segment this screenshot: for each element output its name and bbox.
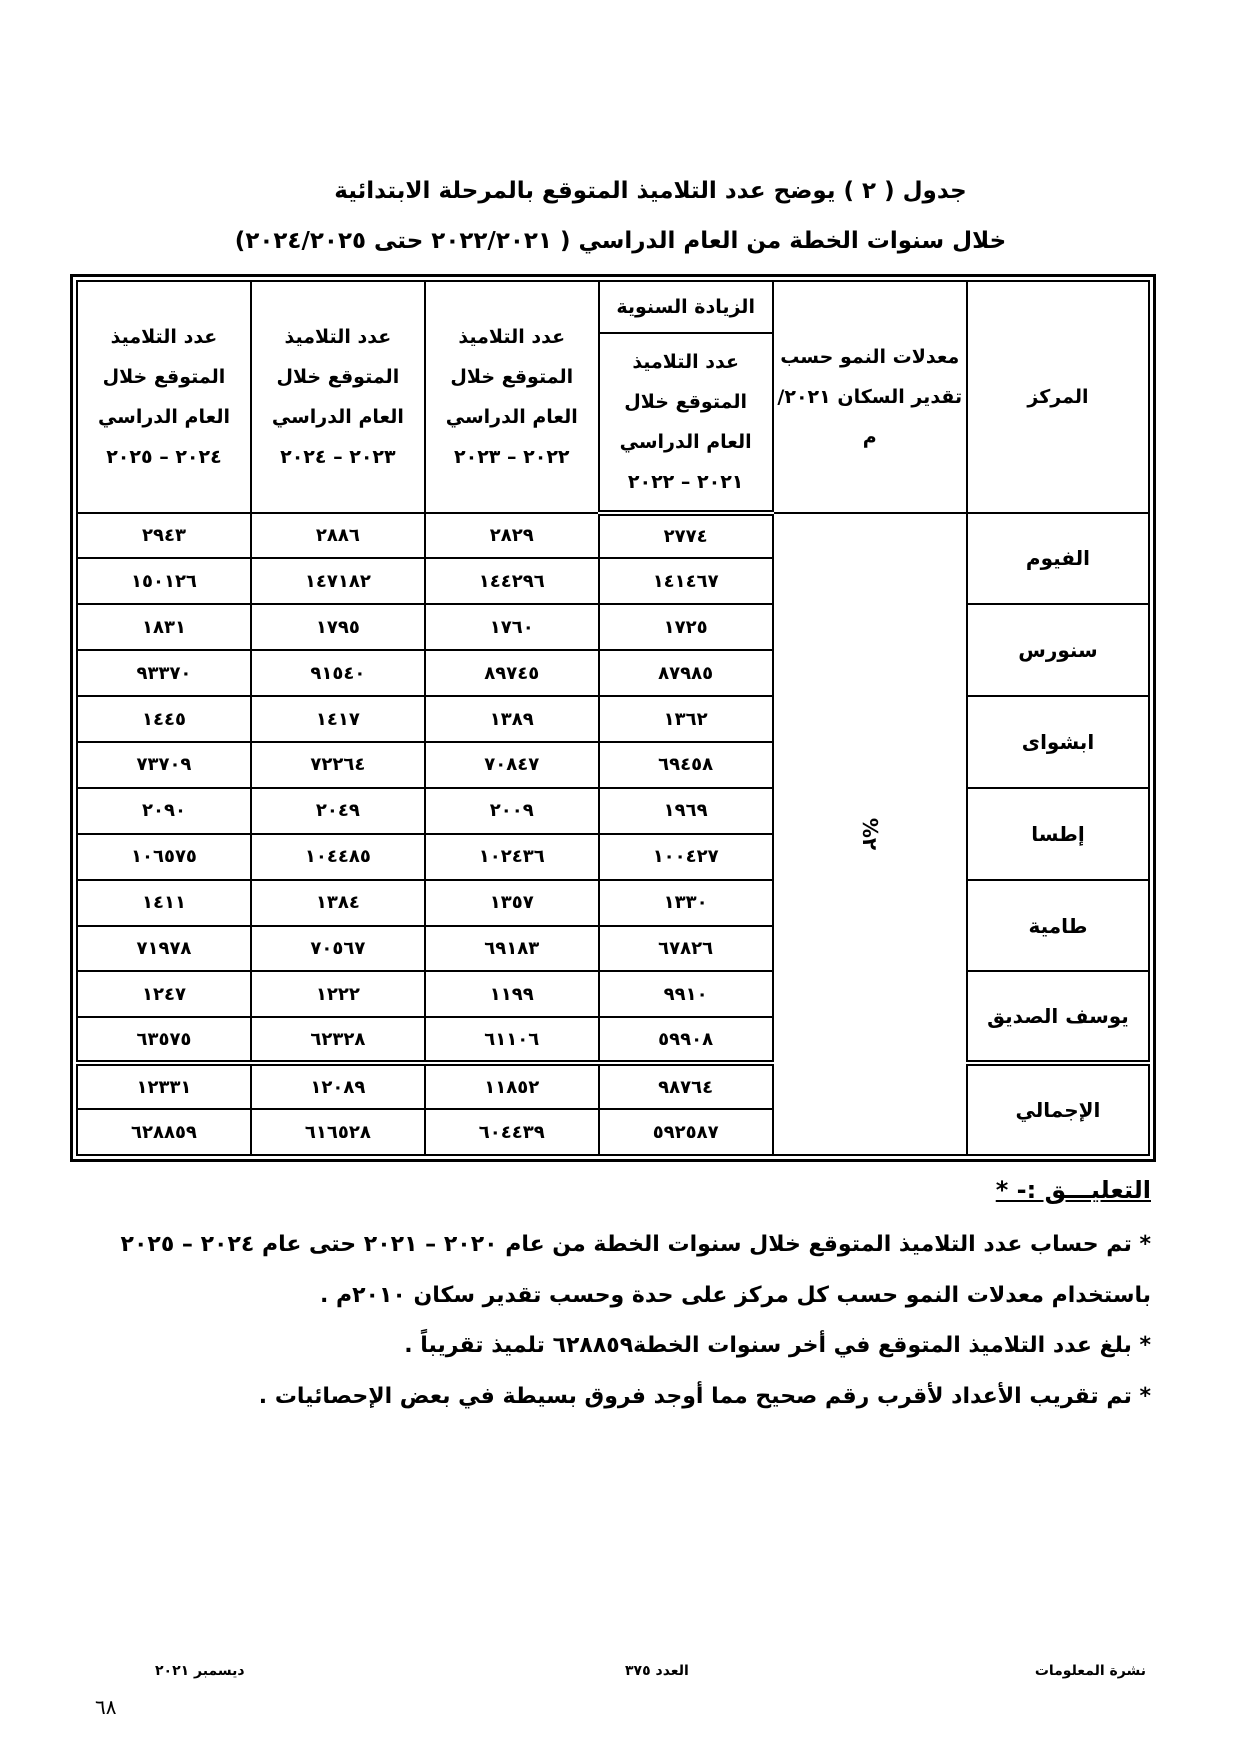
table-subtitle: خلال سنوات الخطة من العام الدراسي ( ٢٠٢٢/٢٠٢١ حتى ٢٠٢٤/٢٠٢٥) — [234, 228, 1007, 254]
annual-increase-cell: ١٧٩٥ — [251, 604, 425, 650]
annual-increase-cell: ٢٠٠٩ — [425, 788, 599, 834]
annual-increase-cell: ١٤١١ — [77, 880, 251, 926]
expected-students-cell: ٥٩٩٠٨ — [599, 1017, 773, 1063]
expected-students-cell: ٦٢٣٢٨ — [251, 1017, 425, 1063]
expected-students-cell: ٦٩٤٥٨ — [599, 742, 773, 788]
annual-increase-cell: ١٧٢٥ — [599, 604, 773, 650]
expected-students-cell: ٦٩١٨٣ — [425, 926, 599, 972]
expected-students-cell: ٩١٥٤٠ — [251, 650, 425, 696]
header-rate: معدلات النمو حسب تقدير السكان ٢٠٢١/ م — [773, 281, 967, 513]
annual-increase-cell: ١٤١٧ — [251, 696, 425, 742]
expected-students-cell: ١٠٢٤٣٦ — [425, 834, 599, 880]
annual-increase-cell: ١٤٤٥ — [77, 696, 251, 742]
expected-students-cell: ٦٣٥٧٥ — [77, 1017, 251, 1063]
comment-line-3: * بلغ عدد التلاميذ المتوقع في أخر سنوات الخطة٦٢٨٨٥٩ تلميذ تقريباً . — [404, 1333, 1151, 1358]
footer-publication: نشرة المعلومات — [1034, 1663, 1146, 1679]
table-title: جدول ( ٢ ) يوضح عدد التلاميذ المتوقع بالمرحلة الابتدائية — [334, 178, 967, 204]
annual-increase-cell: ١١٨٥٢ — [425, 1063, 599, 1109]
annual-increase-cell: ٢٠٤٩ — [251, 788, 425, 834]
students-table — [70, 274, 1156, 1162]
expected-students-cell: ٧٣٧٠٩ — [77, 742, 251, 788]
page-number: ٦٨ — [95, 1695, 117, 1719]
table-row — [77, 513, 1149, 559]
expected-students-cell: ١٤٤٢٩٦ — [425, 558, 599, 604]
annual-increase-cell: ١٣٣٠ — [599, 880, 773, 926]
expected-students-cell: ٨٩٧٤٥ — [425, 650, 599, 696]
center-name: الإجمالي — [967, 1063, 1149, 1155]
expected-students-cell: ١٤١٤٦٧ — [599, 558, 773, 604]
table-row — [77, 788, 1149, 834]
header-2022-2023: عدد التلاميذ المتوقع خلال العام الدراسي ٢٠٢٢ – ٢٠٢٣ — [425, 281, 599, 513]
table-row — [77, 971, 1149, 1017]
expected-students-cell: ٩٣٣٧٠ — [77, 650, 251, 696]
annual-increase-cell: ١٨٣١ — [77, 604, 251, 650]
expected-students-cell: ١٤٧١٨٢ — [251, 558, 425, 604]
expected-students-cell: ٧٠٨٤٧ — [425, 742, 599, 788]
expected-students-cell: ٦١٦٥٢٨ — [251, 1109, 425, 1155]
annual-increase-cell: ١١٩٩ — [425, 971, 599, 1017]
annual-increase-cell: ١٢٤٧ — [77, 971, 251, 1017]
annual-increase-cell: ١٣٨٩ — [425, 696, 599, 742]
header-2024-2025: عدد التلاميذ المتوقع خلال العام الدراسي ٢٠٢٤ – ٢٠٢٥ — [77, 281, 251, 513]
expected-students-cell: ٧٢٢٦٤ — [251, 742, 425, 788]
footer-date: ديسمبر ٢٠٢١ — [155, 1663, 245, 1679]
growth-rate-value: ٢% — [857, 817, 882, 850]
expected-students-cell: ٦٢٨٨٥٩ — [77, 1109, 251, 1155]
comment-line-2: باستخدام معدلات النمو حسب كل مركز على حدة وحسب تقدير سكان ٢٠١٠م . — [319, 1283, 1151, 1308]
expected-students-cell: ١٠٦٥٧٥ — [77, 834, 251, 880]
comment-line-4: * تم تقريب الأعداد لأقرب رقم صحيح مما أوجد فروق بسيطة في بعض الإحصائيات . — [258, 1384, 1151, 1409]
expected-students-cell: ٦١١٠٦ — [425, 1017, 599, 1063]
expected-students-cell: ١٥٠١٢٦ — [77, 558, 251, 604]
annual-increase-cell: ١٣٥٧ — [425, 880, 599, 926]
annual-increase-cell: ٢٧٧٤ — [599, 513, 773, 559]
center-name: يوسف الصديق — [967, 971, 1149, 1063]
total-row — [77, 1063, 1149, 1109]
annual-increase-cell: ٩٨٧٦٤ — [599, 1063, 773, 1109]
annual-increase-cell: ٢٠٩٠ — [77, 788, 251, 834]
center-name: إطسا — [967, 788, 1149, 880]
growth-rate-cell — [773, 513, 967, 1155]
header-center: المركز — [967, 281, 1149, 513]
comment-heading: التعليـــق :- * — [995, 1176, 1151, 1204]
expected-students-cell: ٥٩٢٥٨٧ — [599, 1109, 773, 1155]
table-row — [77, 696, 1149, 742]
annual-increase-cell: ١٢٣٣١ — [77, 1063, 251, 1109]
annual-increase-cell: ١٩٦٩ — [599, 788, 773, 834]
annual-increase-cell: ٢٩٤٣ — [77, 513, 251, 559]
annual-increase-cell: ٢٨٢٩ — [425, 513, 599, 559]
comment-line-1: * تم حساب عدد التلاميذ المتوقع خلال سنوات الخطة من عام ٢٠٢٠ – ٢٠٢١ حتى عام ٢٠٢٤ – ٢٠٢٥ — [120, 1232, 1151, 1257]
expected-students-cell: ١٠٤٤٨٥ — [251, 834, 425, 880]
annual-increase-cell: ١٣٦٢ — [599, 696, 773, 742]
table-row — [77, 880, 1149, 926]
annual-increase-cell: ١٧٦٠ — [425, 604, 599, 650]
expected-students-cell: ٧١٩٧٨ — [77, 926, 251, 972]
expected-students-cell: ٨٧٩٨٥ — [599, 650, 773, 696]
header-annual-increase: الزيادة السنوية — [599, 281, 773, 333]
header-2021-2022: عدد التلاميذ المتوقع خلال العام الدراسي ٢٠٢١ – ٢٠٢٢ — [599, 333, 773, 512]
footer-issue: العدد ٣٧٥ — [625, 1663, 689, 1679]
center-name: الفيوم — [967, 513, 1149, 605]
expected-students-cell: ٦٧٨٢٦ — [599, 926, 773, 972]
annual-increase-cell: ١٣٨٤ — [251, 880, 425, 926]
table-row — [77, 604, 1149, 650]
expected-students-cell: ١٠٠٤٢٧ — [599, 834, 773, 880]
center-name: ابشواى — [967, 696, 1149, 788]
center-name: سنورس — [967, 604, 1149, 696]
annual-increase-cell: ١٢٠٨٩ — [251, 1063, 425, 1109]
annual-increase-cell: ١٢٢٢ — [251, 971, 425, 1017]
annual-increase-cell: ٩٩١٠ — [599, 971, 773, 1017]
center-name: طامية — [967, 880, 1149, 972]
annual-increase-cell: ٢٨٨٦ — [251, 513, 425, 559]
header-2023-2024: عدد التلاميذ المتوقع خلال العام الدراسي ٢٠٢٣ – ٢٠٢٤ — [251, 281, 425, 513]
expected-students-cell: ٧٠٥٦٧ — [251, 926, 425, 972]
expected-students-cell: ٦٠٤٤٣٩ — [425, 1109, 599, 1155]
